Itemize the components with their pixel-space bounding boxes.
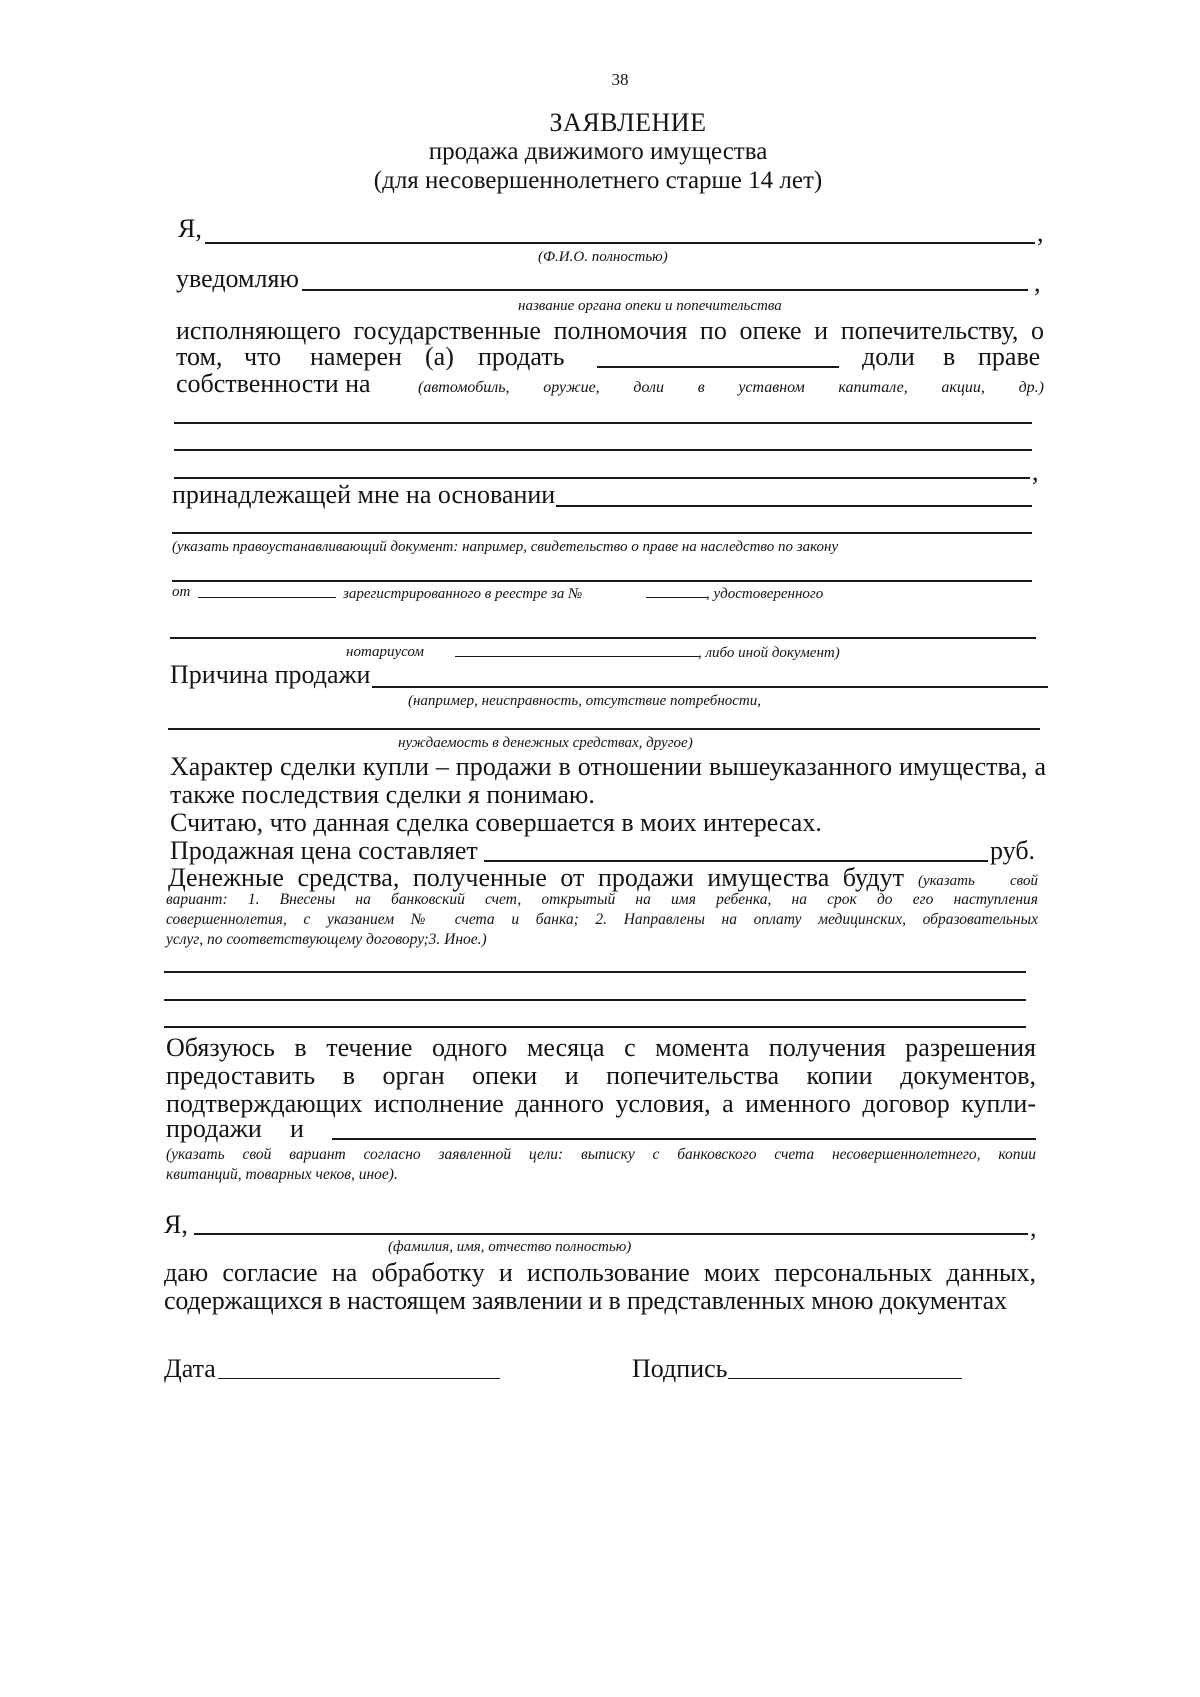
word: продать xyxy=(478,342,565,371)
property-field-line[interactable] xyxy=(174,449,1032,451)
comma: , xyxy=(1032,457,1039,486)
document-subtitle: продажа движимого имущества xyxy=(428,138,768,165)
documents-hint: (указать свой вариант согласно заявленной цели: выписку с банковского счета несовершеннолетнего, копии xyxy=(166,1146,1036,1163)
paragraph-line: Денежные средства, полученные от продажи имущества будут xyxy=(168,863,904,892)
paragraph-line: Считаю, что данная сделка совершается в моих интересах. xyxy=(170,808,822,837)
money-field-line[interactable] xyxy=(164,971,1026,973)
money-hint: совершеннолетия, с указанием № счета и банка; 2. Направлены на оплату медицинских, образовательных xyxy=(166,911,1038,928)
paragraph-line: содержащихся в настоящем заявлении и в представленных мною документах xyxy=(164,1286,1007,1315)
property-hint: (автомобиль, оружие, доли в уставном капитале, акции, др.) xyxy=(418,379,1044,396)
organ-field-line[interactable] xyxy=(302,289,1028,291)
price-label: Продажная цена составляет xyxy=(170,836,478,865)
money-hint: услуг, по соответствующему договору;3. Иное.) xyxy=(166,931,487,948)
notary-label: нотариусом xyxy=(346,644,424,660)
currency-label: руб. xyxy=(990,836,1036,865)
basis-field-line[interactable] xyxy=(172,532,1032,534)
registry-number-line[interactable] xyxy=(646,597,708,598)
reason-label: Причина продажи xyxy=(170,660,371,689)
document-subtitle-note: (для несовершеннолетнего старше 14 лет) xyxy=(373,167,823,194)
property-field-line[interactable] xyxy=(174,422,1032,424)
fio2-caption: (фамилия, имя, отчество полностью) xyxy=(388,1239,632,1255)
notify-label: уведомляю xyxy=(176,264,299,293)
reason-caption: нуждаемость в денежных средствах, другое) xyxy=(398,735,693,751)
paragraph-line: также последствия сделки я понимаю. xyxy=(170,780,595,809)
date-field-line[interactable] xyxy=(218,1378,500,1379)
belongs-label: принадлежащей мне на основании xyxy=(172,480,556,509)
date-field-line[interactable] xyxy=(198,597,336,598)
money-field-line[interactable] xyxy=(164,999,1026,1001)
reason-caption: (например, неисправность, отсутствие потребности, xyxy=(408,693,761,709)
organ-caption: название органа опеки и попечительства xyxy=(518,298,782,314)
paragraph-line: Характер сделки купли – продажи в отношении вышеуказанного имущества, а xyxy=(170,752,1046,781)
document-caption: (указать правоустанавливающий документ: например, свидетельство о праве на наследство по закону xyxy=(172,539,839,555)
fio-caption: (Ф.И.О. полностью) xyxy=(538,249,668,265)
page-number: 38 xyxy=(611,70,629,89)
money-field-line[interactable] xyxy=(164,1026,1026,1028)
property-field-line[interactable] xyxy=(174,477,1030,479)
reason-field-line[interactable] xyxy=(168,728,1040,730)
paragraph-line: предоставить в орган опеки и попечительства копии документов, xyxy=(166,1061,1036,1090)
fio2-field-line[interactable] xyxy=(194,1233,1028,1235)
money-hint: вариант: 1. Внесены на банковский счет, открытый на имя ребенка, на срок до его наступления xyxy=(166,891,1038,908)
from-label: от xyxy=(172,584,191,600)
price-field-line[interactable] xyxy=(484,860,988,862)
word: намерен xyxy=(310,342,402,371)
documents-hint: квитанций, товарных чеков, иное). xyxy=(166,1166,398,1183)
signature-field-line[interactable] xyxy=(728,1378,962,1379)
comma: , xyxy=(1034,268,1041,297)
comma: , xyxy=(1037,218,1044,247)
money-hint: (указать свой xyxy=(918,873,1038,889)
document-title: ЗАЯВЛЕНИЕ xyxy=(549,108,707,137)
basis-field-line[interactable] xyxy=(172,580,1032,582)
share-field-line[interactable] xyxy=(597,366,839,368)
word: доли xyxy=(862,342,915,371)
word: и xyxy=(290,1114,304,1143)
notary-field-line[interactable] xyxy=(455,656,699,657)
reason-field-line[interactable] xyxy=(372,686,1048,688)
word: праве xyxy=(978,342,1041,371)
basis-field-line[interactable] xyxy=(556,505,1032,507)
signature-label: Подпись xyxy=(632,1354,728,1383)
date-label: Дата xyxy=(164,1354,216,1383)
paragraph-line: подтверждающих исполнение данного условия, а именного договор купли- xyxy=(166,1089,1036,1118)
other-document-label: , либо иной документ) xyxy=(698,645,840,661)
word: что xyxy=(244,342,282,371)
ya-label: Я, xyxy=(178,214,202,243)
word: продажи xyxy=(166,1114,262,1143)
paragraph-line: Обязуюсь в течение одного месяца с момента получения разрешения xyxy=(166,1033,1036,1062)
documents-field-line[interactable] xyxy=(332,1138,1036,1140)
paragraph-line: даю согласие на обработку и использование моих персональных данных, xyxy=(164,1258,1036,1287)
word: том, xyxy=(176,342,223,371)
word: (а) xyxy=(425,342,454,371)
certified-label: , удостоверенного xyxy=(706,586,824,602)
paragraph-line: исполняющего государственные полномочия по опеке и попечительству, о xyxy=(176,316,1044,345)
registered-label: зарегистрированного в реестре за № xyxy=(343,586,583,602)
certified-field-line[interactable] xyxy=(170,637,1036,639)
ya-label: Я, xyxy=(164,1210,188,1239)
paragraph-text: собственности на xyxy=(176,369,371,398)
comma: , xyxy=(1030,1213,1037,1242)
fio-field-line[interactable] xyxy=(205,242,1035,244)
word: в xyxy=(943,342,956,371)
